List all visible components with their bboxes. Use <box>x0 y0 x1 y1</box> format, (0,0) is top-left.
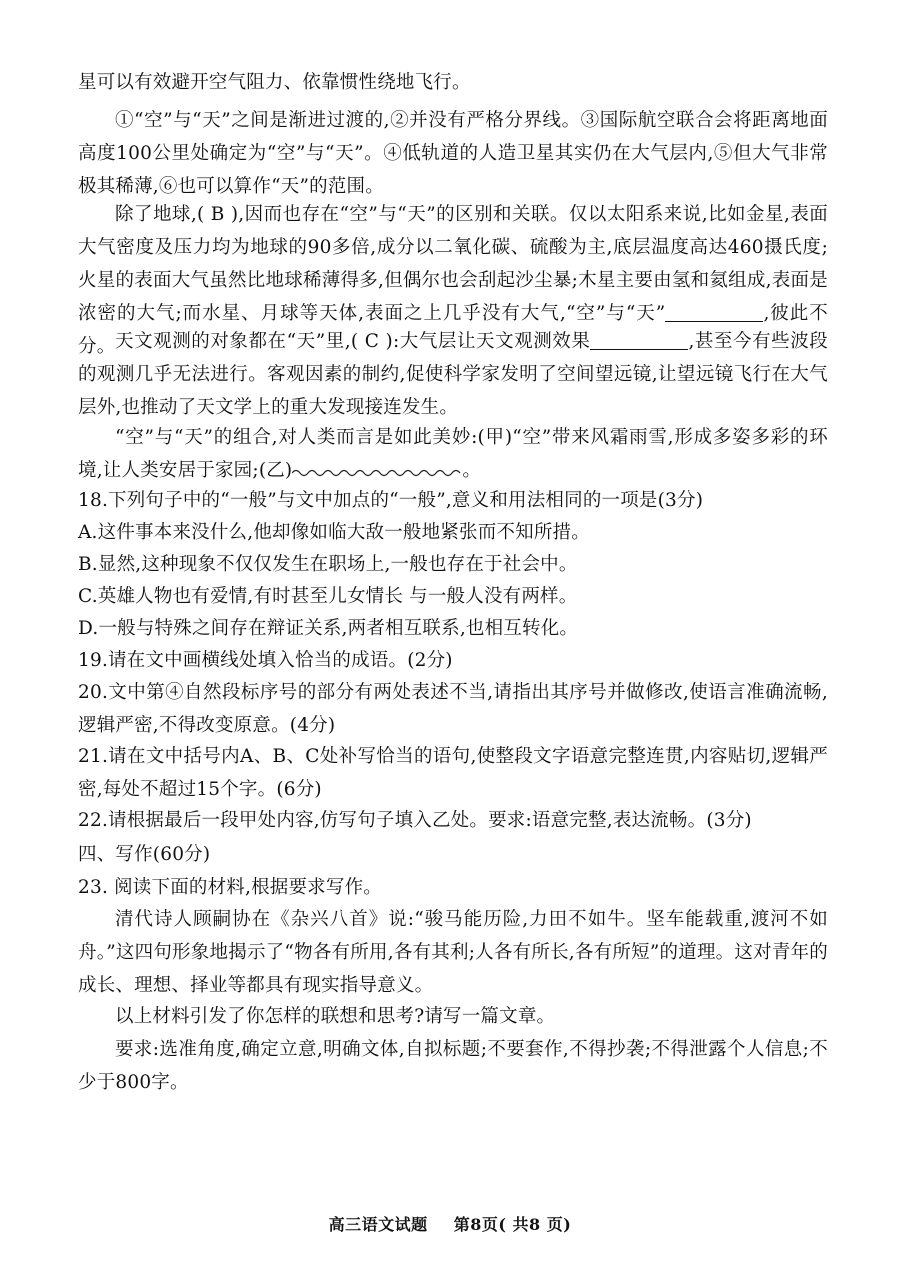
writing-prompt: 以上材料引发了你怎样的联想和思考?请写一篇文章。 <box>115 1006 556 1027</box>
q21: 21.请在文中括号内A、B、C处补写恰当的语句,使整段文字语意完整连贯,内容贴切,逻辑严密,每处不超过15个字。(6分) <box>78 746 828 800</box>
q18-option-c: C.英雄人物也有爱情,有时甚至儿女情长 与一般人没有两样。 <box>78 586 578 607</box>
para-6-text-b: ,甚至今有些波段的观测几乎无法进行。客观因素的制约,促使科学家发明了空间望远镜,让望远镜飞行在大气层外,也推动了天文学上的重大发现接连发生。 <box>78 331 828 418</box>
para-5-text-b: ,彼此不分。 <box>78 303 828 357</box>
page-footer <box>0 1212 900 1235</box>
q18-option-b: B.显然,这种现象不仅仅发生在职场上,一般也存在于社会中。 <box>78 554 578 575</box>
material-text: 清代诗人顾嗣协在《杂兴八首》说:“骏马能历险,力田不如牛。坚车能载重,渡河不如舟。”这四句形象地揭示了“物各有所用,各有其利;人各有所长,各有所短”的道理。这对青年的成长、理想、择业等都具有现实指导意义。 <box>78 909 828 996</box>
section-writing-heading: 四、写作(60分) <box>78 844 211 865</box>
blank-line-1 <box>665 303 763 322</box>
wavy-underline <box>292 466 462 480</box>
footer-page-number: 第8页( 共8 页) <box>453 1215 572 1234</box>
blank-line-2 <box>590 331 688 350</box>
para-6-text-a: 天文观测的对象都在“天”里,( C ):大气层让天文观测效果 <box>115 331 591 352</box>
writing-requirements: 要求:选准角度,确定立意,明确文体,自拟标题;不要套作,不得抄袭;不得泄露个人信息;不少于800字。 <box>78 1039 828 1093</box>
para-7-text-b: 。 <box>462 460 482 481</box>
para-continuation: 星可以有效避开空气阻力、依靠惯性绕地飞行。 <box>78 72 471 93</box>
q22: 22.请根据最后一段甲处内容,仿写句子填入乙处。要求:语意完整,表达流畅。(3分) <box>78 810 752 831</box>
para-6 <box>78 325 828 424</box>
para-5-text-a: 除了地球,( B ),因而也存在“空”与“天”的区别和关联。仅以太阳系来说,比如金星,表面大气密度及压力均为地球的90多倍,成分以二氧化碳、硫酸为主,底层温度高达460摄氏度;火星的表面大气虽然比地球稀薄得多,但偶尔也会刮起沙尘暴;木星主要由氢和氦组成,表面是浓密的大气;而水星、月球等天体,表面之上几乎没有大气,“空”与“天” <box>78 204 828 324</box>
q23: 23. 阅读下面的材料,根据要求写作。 <box>78 877 382 898</box>
q18-stem: 18.下列句子中的“一般”与文中加点的“一般”,意义和用法相同的一项是(3分) <box>78 490 704 511</box>
q20: 20.文中第④自然段标序号的部分有两处表述不当,请指出其序号并做修改,使语言准确流畅,逻辑严密,不得改变原意。(4分) <box>78 682 828 736</box>
q18-option-a: A.这件事本来没什么,他却像如临大敌一般地紧张而不知所措。 <box>78 522 590 543</box>
q19: 19.请在文中画横线处填入恰当的成语。(2分) <box>78 650 453 671</box>
footer-title: 高三语文试题 <box>328 1215 428 1234</box>
para-7-text-a: “空”与“天”的组合,对人类而言是如此美妙:(甲)“空”带来风霜雨雪,形成多姿多彩的环境,让人类安居于家园;(乙) <box>78 427 828 481</box>
para-4-numbered: ①“空”与“天”之间是渐进过渡的,②并没有严格分界线。③国际航空联合会将距离地面高度100公里处确定为“空”与“天”。④低轨道的人造卫星其实仍在大气层内,⑤但大气非常极其稀薄,⑥也可以算作“天”的范围。 <box>78 110 828 197</box>
para-7 <box>78 421 828 487</box>
q18-option-d: D.一般与特殊之间存在辩证关系,两者相互联系,也相互转化。 <box>78 618 579 639</box>
